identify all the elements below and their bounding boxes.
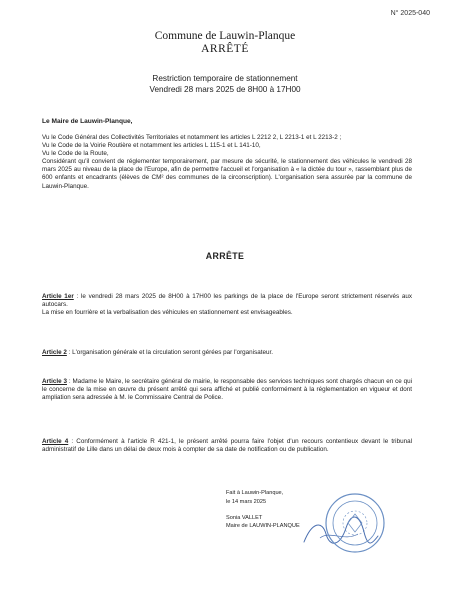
commune-name: Commune de Lauwin-Planque (154, 30, 296, 42)
article-2 (42, 349, 412, 357)
article-2-text: : L'organisation générale et la circulation seront gérées par l'organisateur. (66, 349, 273, 356)
article-3-label: Article 3 (42, 378, 67, 385)
article-1 (42, 293, 412, 317)
article-4-text: : Conformément à l'article R 421-1, le présent arrêté pourra faire l'objet d'un recours contentieux devant le tribunal administratif de Lille dans un délai de deux mois à compter de sa date de notification ou de publication. (42, 438, 412, 454)
considerations-block (42, 134, 412, 191)
consideration-1: Vu le Code Général des Collectivités Territoriales et notamment les articles L 2212 2, L 2213-1 et L 2213-2 ; (42, 134, 342, 141)
subtitle-line-1: Restriction temporaire de stationnement (152, 74, 298, 83)
article-4-label: Article 4 (42, 438, 69, 445)
consideration-3: Vu le Code de la Route, (42, 150, 109, 158)
mayor-heading: Le Maire de Lauwin-Planque, (42, 118, 133, 125)
document-subtitle (0, 73, 450, 95)
article-3-text: : Madame le Maire, le secrétaire général de mairie, le responsable des services techniques sont chargés chacun en ce qui le concerne de la mise en œuvre du présent arrêté qui sera affiché et publié conformément à la réglementation en vigueur et dont ampliation sera adressée à M. le Commissaire Central de Police. (42, 378, 412, 402)
article-4 (42, 438, 412, 454)
article-3 (42, 378, 412, 402)
article-1-label: Article 1er (42, 293, 74, 300)
signature-date: le 14 mars 2025 (226, 499, 267, 505)
consideration-4: Considérant qu'il convient de réglementer temporairement, par mesure de sécurité, le stationnement des véhicules le vendredi 28 mars 2025 au niveau de la place de l'Europe, afin de permettre l'accueil et l'organisation à « la dictée du tour », rassemblant plus de 600 enfants et encadrants (élèves de CM² des communes de la circonscription). L'organisation sera assurée par la commune de Lauwin-Planque. (42, 158, 412, 190)
article-2-label: Article 2 (42, 349, 67, 356)
document-title: ARRÊTÉ (201, 43, 249, 55)
article-1-extra: La mise en fourrière et la verbalisation des véhicules en stationnement est envisageables. (42, 309, 293, 317)
consideration-2: Vu le Code de la Voirie Routière et notamment les articles L 115-1 et L 141-10, (42, 142, 261, 150)
article-1-text: : le vendredi 28 mars 2025 de 8H00 à 17H00 les parkings de la place de l'Europe seront strictement réservés aux autocars. (42, 293, 412, 309)
signature-name: Sonia VALLET (226, 515, 263, 521)
arrete-heading: ARRÊTE (205, 251, 245, 261)
signature-role: Maire de LAUWIN-PLANQUE (226, 523, 300, 529)
subtitle-line-2: Vendredi 28 mars 2025 de 8H00 à 17H00 (149, 85, 301, 94)
official-seal-icon (324, 492, 386, 554)
reference-number: N° 2025-040 (390, 10, 430, 17)
signature-place: Fait à Lauwin-Planque, (226, 490, 284, 496)
